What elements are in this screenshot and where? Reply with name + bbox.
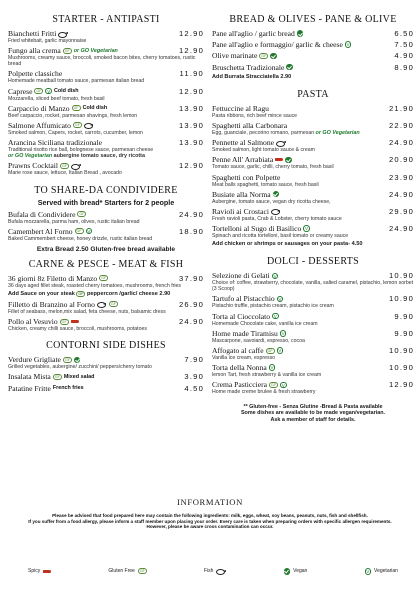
- item-tag: Cold dish: [82, 105, 108, 112]
- item-desc: Tomato sauce, garlic, chilli, cherry tomato, fresh basil: [212, 164, 334, 171]
- item-name: Tartufo al Pistacchio: [212, 294, 275, 304]
- spicy-icon: [71, 320, 79, 323]
- item-desc: Vanilla ice cream, espresso: [212, 355, 276, 361]
- item-price: 21.90: [388, 103, 414, 113]
- section-title-sides: CONTORNI SIDE DISHES: [46, 340, 166, 352]
- menu-item: [8, 317, 204, 332]
- vegetarian-icon: V: [281, 331, 285, 337]
- gluten-free-icon: GF: [64, 48, 70, 53]
- item-price: 24.90: [178, 209, 204, 219]
- item-name: Fungo alla crema: [8, 46, 61, 56]
- menu-item: [212, 271, 414, 292]
- item-name: Prawns Cocktail: [8, 161, 58, 171]
- fish-icon: [97, 302, 107, 306]
- menu-item: [8, 227, 204, 242]
- sauce-note-label: Add Sauce on your steak: [8, 290, 75, 297]
- menu-item: [212, 173, 414, 188]
- footer-line: Some dishes are available to be made vegan/vegetarian.: [240, 410, 386, 417]
- spicy-icon: [275, 158, 283, 161]
- menu-item: [8, 29, 204, 44]
- vegetarian-icon: V: [270, 365, 274, 371]
- vegetarian-icon: V: [278, 348, 282, 354]
- item-desc: Fried whitebait, garlic mayonnaise: [8, 38, 87, 44]
- gluten-free-icon: GF: [64, 357, 70, 362]
- gluten-free-icon: GF: [267, 348, 273, 353]
- gluten-free-icon: GF: [110, 302, 116, 307]
- item-desc: Home made creme brulee & fresh strawberry: [212, 389, 316, 396]
- pasta-addon-note: Add chicken or shrimps or sausages on your pasta- 4.50: [212, 241, 363, 248]
- item-name: Pollo al Vesuvio: [8, 317, 58, 327]
- item-desc: Grilled vegetables, aubergine/ zucchini/ peppers/cherry tomato: [8, 364, 152, 371]
- legend-gluten-free: [108, 568, 146, 574]
- info-title: INFORMATION: [177, 497, 243, 507]
- burrata-note: Add Burrata Stracciatella 2.90: [212, 73, 292, 80]
- vegetarian-icon: V: [87, 228, 91, 234]
- legend-label: Spicy: [28, 568, 41, 575]
- menu-item: [8, 87, 204, 102]
- menu-item: [8, 300, 204, 315]
- item-desc: Marie rose sauce, lettuce, Italian Bread , avocado: [8, 170, 122, 177]
- item-desc: Beef carpaccio, rocket, parmesan shavings, fresh lemon: [8, 112, 138, 119]
- section-title-pasta: PASTA: [297, 88, 329, 100]
- vegan-icon: [273, 191, 280, 198]
- legend-label: Vegan: [293, 568, 308, 575]
- item-name: Olive marinate: [212, 51, 258, 61]
- gluten-free-icon: GF: [139, 569, 145, 574]
- item-price: 7.90: [184, 355, 204, 365]
- menu-item: [212, 312, 414, 327]
- item-price: 9.90: [394, 328, 414, 338]
- menu-item: [212, 51, 414, 60]
- gluten-free-icon: GF: [73, 106, 79, 111]
- item-name: Fettuccine al Ragu: [212, 103, 269, 113]
- item-price: 12.90: [178, 161, 204, 171]
- item-name: Selezione di Gelati: [212, 271, 270, 281]
- gluten-free-icon: GF: [101, 276, 107, 281]
- menu-item: [212, 380, 414, 395]
- item-desc: 36 days aged fillet steak, roasted cherry tomatoes, mushrooms, french fries: [8, 282, 181, 289]
- item-price: 7.50: [394, 40, 414, 50]
- item-tag: Mixed salad: [63, 373, 95, 380]
- item-price: 12.90: [178, 46, 204, 56]
- menu-item: [212, 121, 414, 136]
- item-price: 22.90: [388, 120, 414, 130]
- item-desc-extra: aubergine tomato sauce, dry ricotta: [53, 153, 145, 160]
- section-title-starters: STARTER - ANTIPASTI: [52, 14, 160, 25]
- item-price: 13.90: [178, 103, 204, 113]
- item-price: 12.90: [178, 29, 204, 38]
- item-price: 11.90: [179, 69, 204, 79]
- vegetarian-icon: V: [281, 382, 285, 388]
- item-desc: Spinach and ricotta tortelloni, basil tomato or creamy sauce: [212, 233, 349, 240]
- item-desc: Mascarpone, savoiardi, espresso, cocoa: [212, 337, 305, 344]
- item-price: 3.90: [184, 372, 204, 382]
- vegan-icon: [270, 53, 277, 60]
- item-desc: Mushrooms, creamy sauce, broccoli, smoked bacon bites, cherry tomatoes, rustic bread: [8, 55, 196, 68]
- item-name: Carpaccio di Manzo: [8, 103, 70, 113]
- item-price: 4.50: [184, 383, 204, 393]
- menu-item: [212, 294, 414, 309]
- info-line: However, please be aware cross contamination can occur.: [146, 524, 274, 530]
- menu-item: [212, 329, 414, 344]
- item-name: Filletto di Branzino al Forno: [8, 299, 95, 309]
- menu-item: [8, 161, 204, 176]
- menu-item: [8, 210, 204, 225]
- item-name: Camembert Al Forno: [8, 226, 73, 236]
- left-column: [8, 14, 204, 395]
- menu-item: [8, 274, 204, 289]
- item-desc: Fresh ravioli pasta, Crab & Lobster, cherry tomato sauce: [212, 215, 342, 222]
- vegan-icon: [286, 64, 293, 71]
- footer-line: ** Gluten-free - Senza Glutine -Bread & Pasta available: [243, 403, 383, 410]
- menu-item: [8, 69, 204, 84]
- bread-note: Extra Bread 2.50 Gluten-free bread available: [36, 245, 176, 253]
- sauce-options: peppercorn /garlic/ cheese 2.90: [86, 290, 171, 297]
- item-desc: Choice of: coffee, strawberry, chocolate, vanilla, salted caramel, pistachio, lemon sorbet (3 Scoop): [212, 280, 414, 293]
- item-name: Pane all'aglio / garlic bread: [212, 29, 295, 38]
- item-name: Bianchetti Fritti: [8, 29, 57, 38]
- right-column: [212, 14, 414, 423]
- fish-icon: [276, 141, 286, 145]
- legend-fish: [204, 568, 226, 574]
- item-price: 8.90: [394, 62, 414, 72]
- menu-item: [8, 355, 204, 370]
- item-name: Pane all'aglio e formaggio/ garlic & cheese: [212, 40, 343, 50]
- item-tag: Cold dish: [53, 88, 79, 95]
- gluten-free-icon: GF: [62, 163, 67, 168]
- item-desc: Pasta ribbons, rich beef mince sauce: [212, 112, 298, 119]
- fish-icon: [271, 209, 281, 213]
- info-text: [10, 513, 410, 530]
- vegetarian-icon: V: [366, 569, 370, 574]
- item-name: Pennette al Salmone: [212, 138, 274, 148]
- item-desc: Aubergine, tomato sauce, vegan dry ricotta cheese,: [212, 198, 331, 205]
- fish-icon: [58, 32, 68, 36]
- item-desc: Fillet of seabass, melon,mix salad, feta cheese, nuts, balsamic dress: [8, 308, 166, 315]
- item-desc: Baked Cammembert cheese, honey drizzle, rustic italian bread: [8, 235, 153, 242]
- item-name: Penne All' Arrabiata: [212, 155, 274, 165]
- item-price: 9.90: [394, 311, 414, 321]
- item-price: 10.90: [388, 271, 414, 281]
- gluten-free-icon: GF: [76, 229, 82, 234]
- sauce-note: [8, 291, 204, 297]
- item-name: Bruschetta Tradizionale: [212, 62, 285, 72]
- item-name: Tortelloni al Sugo di Basilico: [212, 224, 302, 234]
- item-name: Caprese: [8, 86, 33, 96]
- menu-item: [8, 138, 204, 159]
- spicy-icon: [43, 570, 51, 573]
- item-name: Arancina Siciliana tradizionale: [8, 138, 103, 148]
- item-price: 10.90: [388, 363, 414, 373]
- menu-item: [212, 207, 414, 222]
- item-name: Bufala di Condividere: [8, 209, 76, 219]
- gluten-free-icon: GF: [79, 212, 85, 216]
- item-name: Home made Tiramisu: [212, 328, 278, 338]
- item-price: 37.90: [178, 273, 204, 283]
- menu-item: [212, 29, 414, 38]
- item-tag: French fries: [52, 385, 84, 392]
- item-name: Affogato al caffe: [212, 346, 264, 355]
- item-desc: Traditional risotto rice ball, bolognese sauce, parmesan cheese: [8, 147, 154, 154]
- vegetarian-icon: V: [47, 88, 51, 94]
- item-name: Spaghetti con Polpette: [212, 172, 281, 182]
- vegan-icon: [74, 357, 81, 364]
- item-tag: or GO Vegetarian: [315, 129, 360, 136]
- menu-item: [8, 384, 204, 393]
- item-name: Torta al Cioccolato: [212, 311, 271, 321]
- section-subtitle-share: Served with bread* Starters for 2 people: [37, 197, 175, 207]
- menu-item: [212, 363, 414, 378]
- item-name: Crema Pasticciera: [212, 380, 268, 390]
- gluten-free-icon: GF: [36, 89, 42, 94]
- menu-item: [212, 138, 414, 153]
- item-name: Spaghetti alla Carbonara: [212, 120, 288, 130]
- item-desc: lemon Tart, fresh strawberry & vanilla ice cream: [212, 372, 322, 379]
- item-name: Verdure Grigliate: [8, 355, 61, 365]
- legend-label: Fish: [204, 568, 214, 575]
- item-name: Ravioli ai Crostaci: [212, 206, 269, 216]
- item-price: 24.90: [178, 317, 204, 327]
- gluten-free-icon: GF: [61, 319, 67, 324]
- section-title-meat: CARNE & PESCE - MEAT & FISH: [28, 258, 184, 270]
- legend-label: Gluten Free: [108, 568, 135, 575]
- legend-label: Vegetarian: [374, 568, 398, 575]
- menu-item: [212, 190, 414, 205]
- footer-line: Ask a member of staff for details.: [270, 416, 356, 423]
- item-desc: Meat balls spaghetti, tomato sauce, fresh basil: [212, 181, 319, 188]
- item-price: 10.90: [388, 294, 414, 304]
- item-name: 36 giorni 8z Filetto di Manzo: [8, 273, 98, 283]
- vegan-icon: [285, 157, 292, 164]
- gluten-free-icon: GF: [54, 374, 60, 379]
- vegetarian-icon: V: [273, 313, 277, 319]
- item-name: Torta della Nonna: [212, 363, 267, 373]
- section-title-desserts: DOLCI - DESSERTS: [267, 256, 359, 268]
- gluten-free-icon: GF: [74, 123, 80, 128]
- menu-item: [8, 372, 204, 381]
- item-desc: Egg, guanciale, pecorino romano, parmesan: [212, 129, 315, 136]
- info-line: Please be advised that food prepared here may contain the following ingredients: milk, eggs, wheat, soy beans, peanuts, nuts, fish and shellfish.: [52, 513, 368, 518]
- item-name: Patatine Fritte: [8, 383, 51, 393]
- fish-icon: [84, 123, 94, 127]
- info-line: If you suffer from a food allergy, please inform a staff member upon placing your order. Every care is taken when preparing orders with specific allergen requirements.: [28, 518, 392, 524]
- menu-item: [212, 346, 414, 361]
- item-price: 4.90: [394, 51, 414, 61]
- item-name: Insalata Mista: [8, 372, 51, 382]
- legend-vegetarian: [365, 568, 398, 575]
- item-desc: Smoked salmon, light tomato sauce & cream: [212, 147, 315, 154]
- item-price: 12.90: [178, 86, 204, 96]
- legend-spicy: [28, 568, 51, 574]
- vegetarian-icon: V: [273, 273, 277, 279]
- menu-item: [212, 40, 414, 49]
- vegetarian-icon: V: [305, 226, 309, 232]
- item-price: 6.50: [394, 29, 414, 38]
- item-price: 23.90: [388, 172, 414, 182]
- vegan-icon: [284, 568, 291, 575]
- item-desc: Mozzarella, sliced beef tomato, fresh basil: [8, 95, 105, 102]
- menu-item: [212, 224, 414, 239]
- icon-legend: [28, 568, 398, 575]
- fish-icon: [71, 164, 81, 168]
- item-desc: Pistachio truffle, pistachio cream, pistachio ice cream: [212, 303, 334, 310]
- item-price: 20.90: [388, 155, 414, 165]
- item-desc: Smoked salmon, Capers, rocket, carrots, cucumber, lemon: [8, 129, 143, 136]
- gluten-free-icon: GF: [78, 291, 84, 296]
- item-price: 24.90: [388, 224, 414, 234]
- item-price: 24.90: [388, 189, 414, 199]
- item-tag: or GO Vegetarian: [73, 47, 118, 54]
- menu-item: [8, 121, 204, 136]
- section-title-bread: BREAD & OLIVES - PANE & OLIVE: [229, 14, 397, 25]
- legend-vegan: [284, 568, 308, 575]
- item-price: 29.90: [388, 206, 414, 216]
- item-name: Salmone Affumicato: [8, 120, 71, 130]
- item-price: 13.90: [178, 120, 204, 130]
- menu-item: [8, 46, 204, 67]
- fish-icon: [216, 569, 226, 573]
- item-price: 18.90: [178, 226, 204, 236]
- item-desc: Bufala mozzarella, parma ham, olives, rustic italian bread: [8, 218, 140, 225]
- item-desc: Homemade meatball tomato sauce, parmesan italian bread: [8, 78, 145, 85]
- section-title-share: TO SHARE-DA CONDIVIDERE: [34, 184, 178, 196]
- gluten-free-icon: GF: [271, 382, 277, 387]
- item-name: Polpette classiche: [8, 69, 63, 79]
- item-tag: or GO Vegetarian: [8, 153, 53, 160]
- item-name: Busiate alla Norma: [212, 189, 271, 199]
- item-desc: Homemade Chocolate cake, vanilla ice cream: [212, 320, 318, 327]
- item-desc: Chicken, creamy chilli sauce, broccoli, mushrooms, potatoes: [8, 326, 147, 333]
- menu-item: [212, 104, 414, 119]
- vegetarian-icon: V: [346, 42, 350, 48]
- dietary-footer: [212, 404, 414, 424]
- item-price: 24.90: [388, 138, 414, 148]
- item-price: 26.90: [178, 299, 204, 309]
- gluten-free-icon: GF: [261, 53, 267, 58]
- vegetarian-icon: V: [278, 296, 282, 302]
- item-price: 12.90: [388, 380, 414, 390]
- menu-item: [212, 63, 414, 72]
- menu-item: [212, 155, 414, 170]
- allergen-information: [10, 497, 410, 530]
- vegan-icon: [297, 30, 304, 37]
- menu-item: [8, 104, 204, 119]
- item-price: 10.90: [388, 346, 414, 355]
- item-price: 13.90: [178, 138, 204, 148]
